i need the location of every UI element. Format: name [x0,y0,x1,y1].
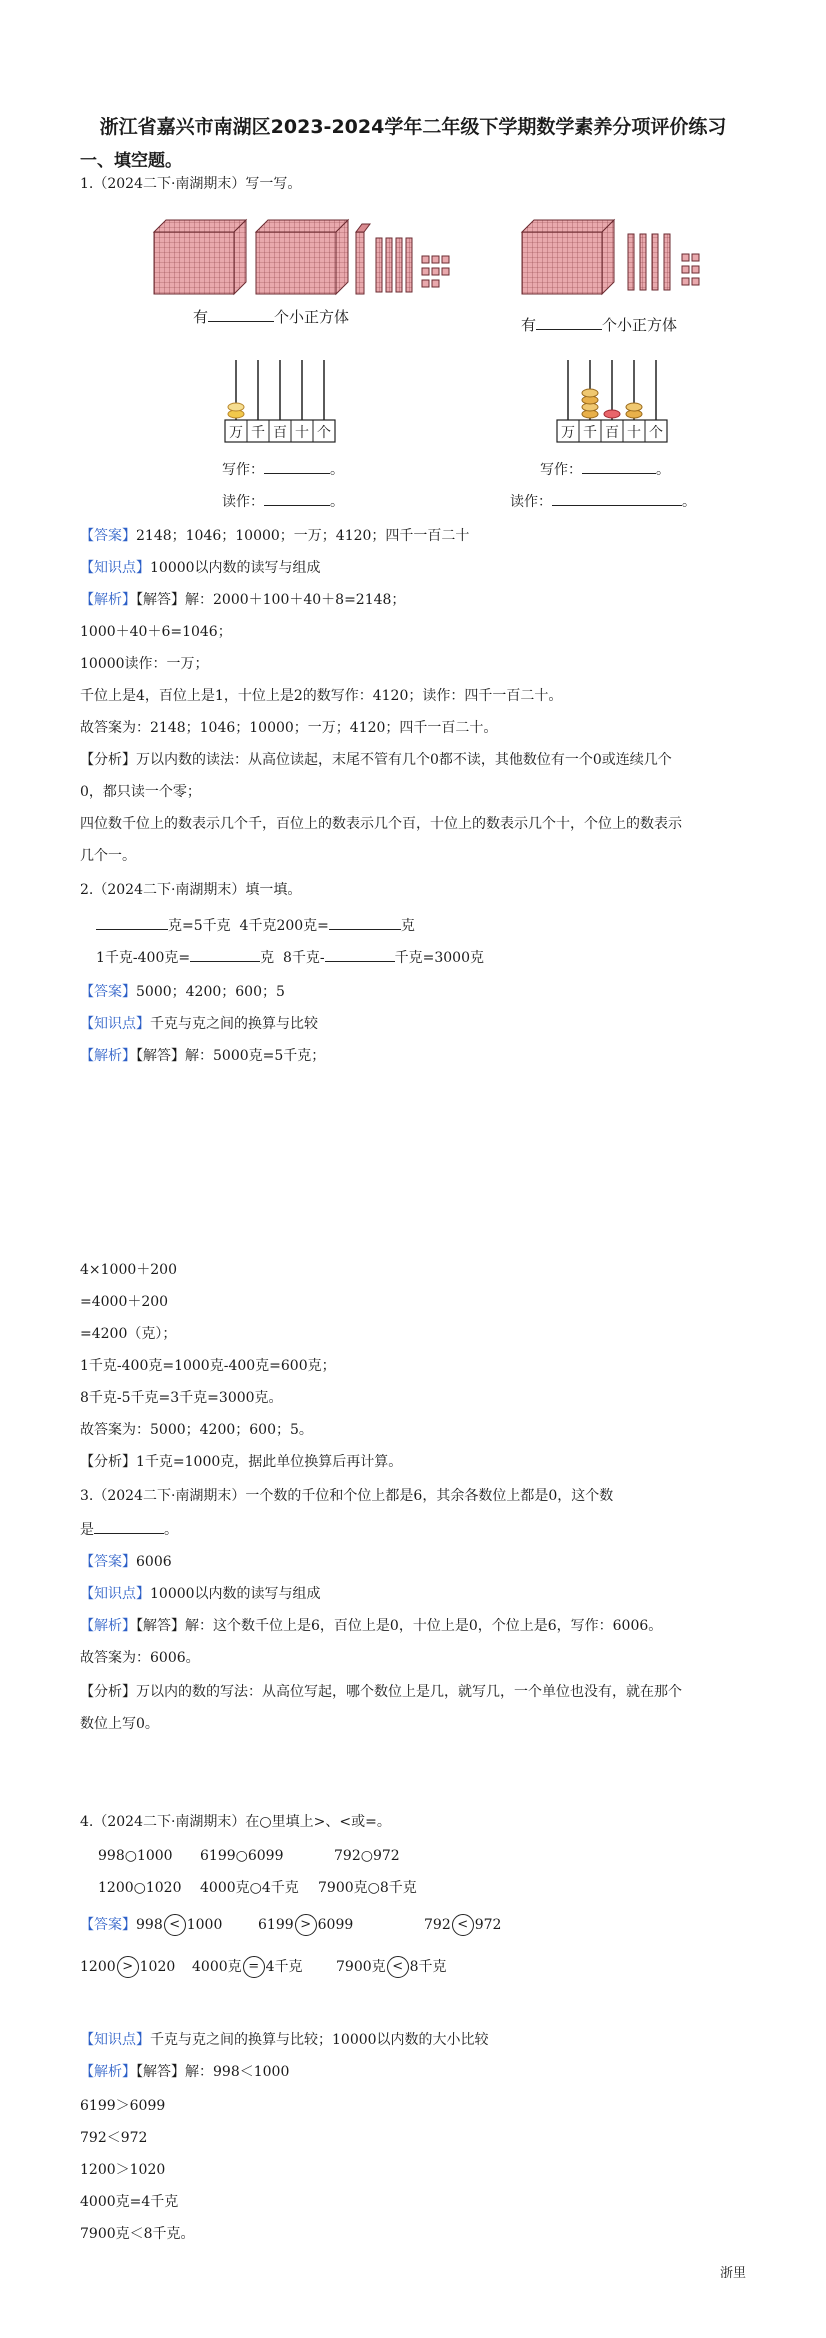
abacus-label: 千 [583,425,597,441]
q4-answer: 【答案】998 < 1000 [80,1914,222,1936]
q4-analysis-line: 1200＞1020 [80,2162,166,2178]
q4-item: 4000克○4千克 [200,1880,299,1896]
q1-cubes-left-figure [150,218,460,298]
q2-analysis-line: 8千克-5千克=3千克=3000克。 [80,1390,283,1406]
comparison-circle: > [117,1956,139,1978]
q1-analysis-line: 1000＋40＋6=1046； [80,624,232,640]
answer-blank[interactable] [329,914,401,930]
comparison-circle: < [387,1956,409,1978]
q4-item: 998○1000 [98,1848,173,1864]
q2-row-2: 1千克-400克= 克 8千克- 千克=3000克 [96,946,484,968]
q1-abacus-right [552,356,672,444]
answer-blank[interactable] [264,458,330,474]
thousand-cube [522,220,614,294]
q1-analysis: 【解析】【解答】解：2000＋100＋40＋8=2148； [80,592,406,608]
q1-write-left: 写作： 。 [222,458,344,479]
q1-cubes-right-figure [518,218,758,298]
ten-rods [628,234,670,290]
q4-item: 6199○6099 [200,1848,284,1864]
answer-blank[interactable] [264,490,330,506]
q4-knowledge-point: 【知识点】千克与克之间的换算与比较；10000以内数的大小比较 [80,2032,489,2048]
abacus-label: 十 [295,425,309,441]
abacus-label: 个 [649,425,663,441]
q1-analysis-line: 四位数千位上的数表示几个千，百位上的数表示几个百，十位上的数表示几个十，个位上的数表示 [80,816,682,832]
q2-analysis-line: 4×1000＋200 [80,1262,177,1278]
q2-analysis: 【解析】【解答】解：5000克=5千克； [80,1048,326,1064]
unit-cubes [422,256,449,287]
ten-rods [376,238,412,292]
q3-analysis: 【解析】【解答】解：这个数千位上是6，百位上是0，十位上是0，个位上是6，写作：6006。 [80,1618,663,1634]
abacus-label: 百 [605,425,619,441]
comparison-circle: = [243,1956,265,1978]
q4-analysis-line: 6199＞6099 [80,2098,166,2114]
q2-analysis-line: 1千克-400克=1000克-400克=600克； [80,1358,336,1374]
q4-item: 1200○1020 [98,1880,182,1896]
q2-stem: 2.（2024二下·南湖期末）填一填。 [80,882,302,898]
q2-row-1: 克=5千克 4千克200克= 克 [96,914,415,936]
q1-read-left: 读作： 。 [222,490,344,511]
q1-write-right: 写作： 。 [540,458,670,479]
q1-analysis-line: 0，都只读一个零； [80,784,201,800]
abacus-label: 千 [251,425,265,441]
q2-analysis-line: 故答案为：5000；4200；600；5。 [80,1422,313,1438]
answer-blank[interactable] [552,490,682,506]
q1-answer: 【答案】2148；1046；10000；一万；4120；四千一百二十 [80,528,470,544]
thousand-cube-1 [154,220,246,294]
q3-analysis-line: 【分析】万以内的数的写法：从高位写起，哪个数位上是几，就写几，一个单位也没有，就在那个 [80,1684,682,1700]
thousand-cube-2 [256,220,348,294]
abacus-label: 万 [561,425,575,441]
abacus-label: 十 [627,425,641,441]
q3-knowledge-point: 【知识点】10000以内数的读写与组成 [80,1586,321,1602]
tens-beads [626,403,642,418]
hundred-flat [356,224,370,294]
answer-blank[interactable] [536,314,602,330]
q4-answer-item: 7900克 < 8千克 [336,1956,447,1978]
q1-caption-left: 有 个小正方体 [193,308,350,326]
q1-read-right: 读作： 。 [510,490,696,511]
q1-analysis-line: 千位上是4，百位上是1，十位上是2的数写作：4120；读作：四千一百二十。 [80,688,563,704]
q2-answer: 【答案】5000；4200；600；5 [80,984,285,1000]
abacus-label: 万 [229,425,243,441]
q4-analysis-line: 7900克＜8千克。 [80,2226,195,2242]
abacus-label: 百 [273,425,287,441]
answer-blank[interactable] [190,946,260,962]
q1-caption-right: 有 个小正方体 [521,316,678,334]
q1-knowledge-point: 【知识点】10000以内数的读写与组成 [80,560,321,576]
q4-answer-item: 792 < 972 [424,1914,501,1936]
answer-blank[interactable] [94,1518,164,1534]
q3-stem: 3.（2024二下·南湖期末）一个数的千位和个位上都是6，其余各数位上都是0，这个数 [80,1488,614,1504]
section-heading: 一、填空题。 [80,151,182,171]
q4-answer-item: 6199 > 6099 [258,1914,353,1936]
hundreds-beads [604,410,620,418]
comparison-circle: < [452,1914,474,1936]
q4-analysis-line: 792＜972 [80,2130,148,2146]
q3-analysis-line: 故答案为：6006。 [80,1650,200,1666]
q4-analysis: 【解析】【解答】解：998＜1000 [80,2064,290,2080]
comparison-circle: < [164,1914,186,1936]
comparison-circle: > [295,1914,317,1936]
q2-analysis-line: =4200（克）； [80,1326,177,1342]
answer-blank[interactable] [96,914,168,930]
q2-analysis-line: =4000＋200 [80,1294,169,1310]
q3-analysis-line: 数位上写0。 [80,1716,159,1732]
q1-analysis-line: 【分析】万以内数的读法：从高位读起，末尾不管有几个0都不读，其他数位有一个0或连续几个 [80,752,672,768]
thousands-beads [582,389,598,418]
q1-analysis-line: 10000读作：一万； [80,656,209,672]
answer-blank[interactable] [325,946,395,962]
q2-analysis-line: 【分析】1千克=1000克，据此单位换算后再计算。 [80,1454,403,1470]
page-title: 浙江省嘉兴市南湖区2023-2024学年二年级下学期数学素养分项评价练习 [99,116,727,138]
q1-analysis-line: 故答案为：2148；1046；10000；一万；4120；四千一百二十。 [80,720,498,736]
q4-answer-item: 1200 > 1020 [80,1956,175,1978]
answer-blank[interactable] [208,306,274,322]
unit-cubes [682,254,699,285]
page-footer: 浙里 [719,2266,746,2281]
q3-answer: 【答案】6006 [80,1554,172,1570]
q4-stem: 4.（2024二下·南湖期末）在○里填上>、<或=。 [80,1814,391,1830]
q2-knowledge-point: 【知识点】千克与克之间的换算与比较 [80,1016,318,1032]
q1-abacus-left [220,356,340,444]
q4-item: 7900克○8千克 [318,1880,417,1896]
q4-answer-item: 4000克 = 4千克 [192,1956,303,1978]
q4-item: 792○972 [334,1848,400,1864]
abacus-label: 个 [317,425,331,441]
q3-stem-line-2: 是 。 [80,1518,178,1540]
q4-analysis-line: 4000克=4千克 [80,2194,179,2210]
q1-analysis-line: 几个一。 [80,848,136,864]
answer-blank[interactable] [582,458,656,474]
q1-stem: 1.（2024二下·南湖期末）写一写。 [80,176,302,192]
